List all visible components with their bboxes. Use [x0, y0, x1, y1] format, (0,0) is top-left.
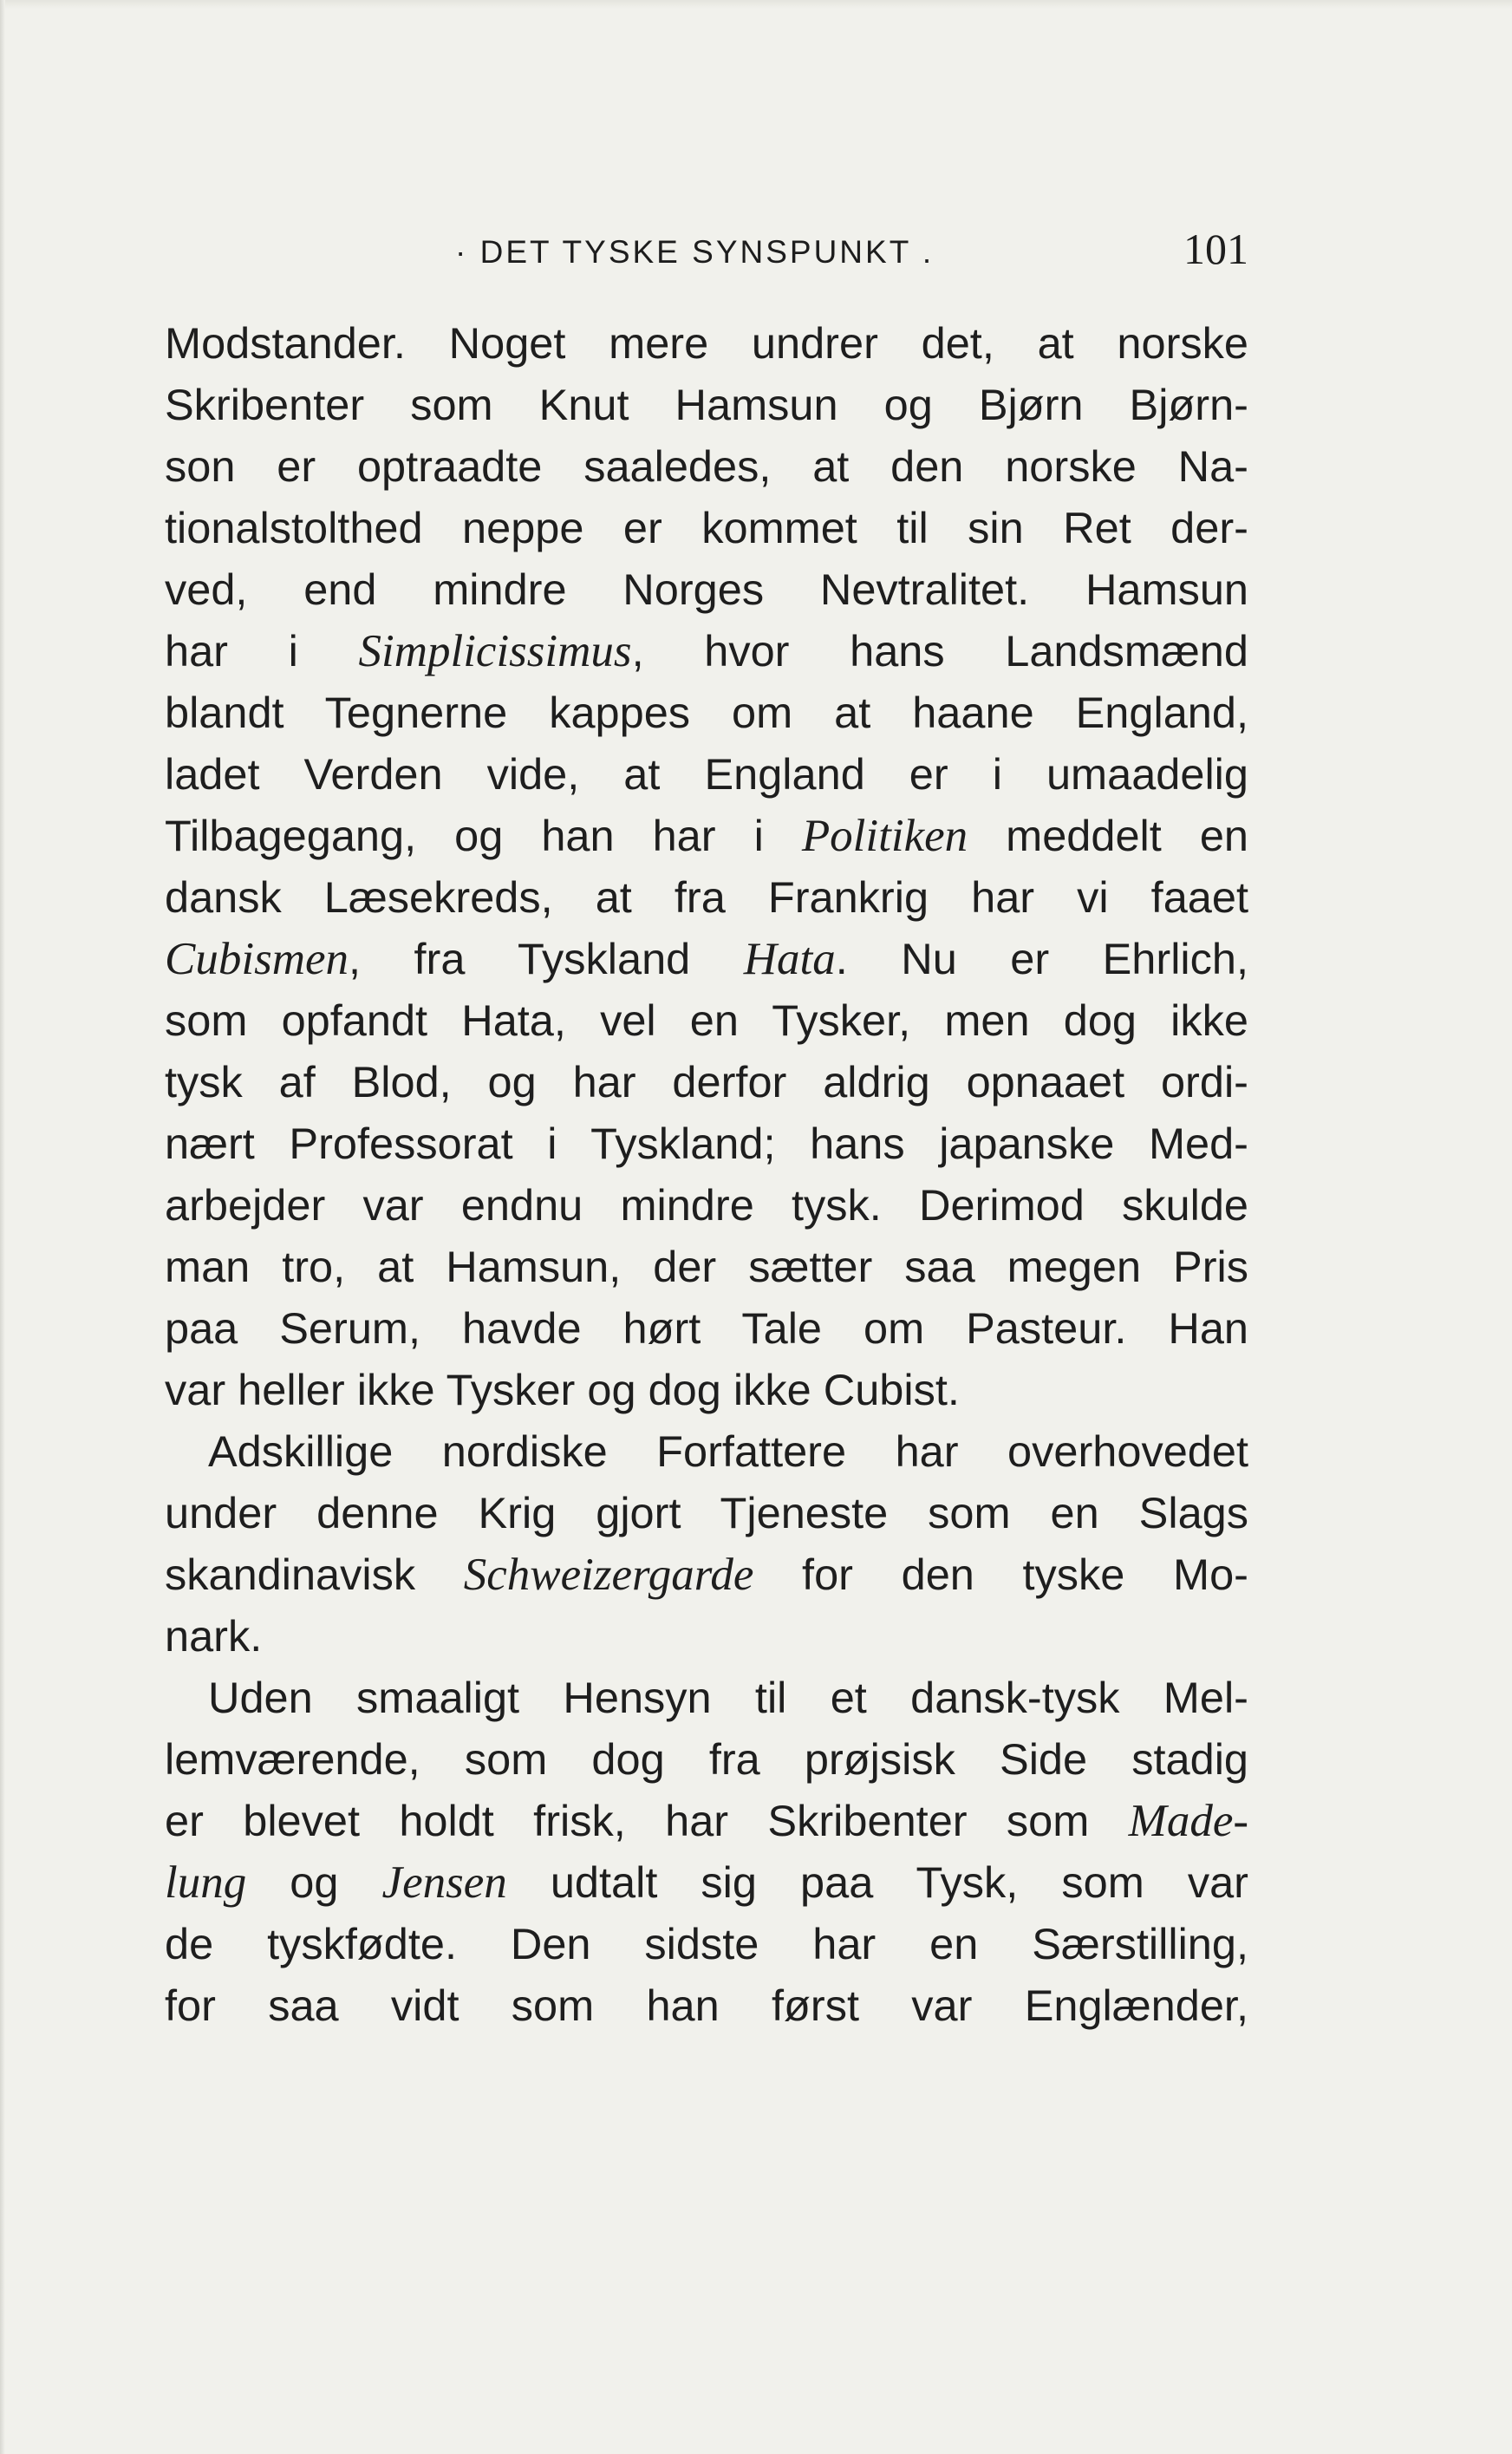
italic-name: Jensen — [381, 1857, 507, 1908]
text-line: ved, end mindre Norges Nevtralitet. Hamsun — [165, 565, 1248, 614]
page-left-edge — [0, 0, 5, 2454]
page-number: 101 — [1183, 225, 1248, 273]
text-line: var heller ikke Tysker og dog ikke Cubist. — [165, 1365, 960, 1414]
text-line: Uden smaaligt Hensyn til et dansk-tysk Mel- — [208, 1673, 1248, 1722]
italic-title: Politiken — [801, 811, 968, 861]
text-line: under denne Krig gjort Tjeneste som en Slags — [165, 1488, 1248, 1537]
text-line: Tilbagegang, og han har i Politiken meddelt en — [165, 811, 1248, 861]
text-line: har i Simplicissimus, hvor hans Landsmænd — [165, 626, 1248, 676]
text-line: lung og Jensen udtalt sig paa Tysk, som var — [165, 1857, 1248, 1908]
italic-name: lung — [165, 1857, 247, 1908]
text-line: Adskillige nordiske Forfattere har overhovedet — [208, 1426, 1248, 1476]
text-line: som opfandt Hata, vel en Tysker, men dog ikke — [165, 995, 1248, 1045]
italic-term: Schweizergarde — [463, 1550, 754, 1600]
text-line: lemværende, som dog fra prøjsisk Side stadig — [165, 1734, 1248, 1784]
text-line: dansk Læsekreds, at fra Frankrig har vi faaet — [165, 872, 1248, 922]
text-line: nært Professorat i Tyskland; hans japanske Med- — [165, 1119, 1248, 1168]
italic-term: Hata — [743, 934, 836, 984]
italic-title: Simplicissimus — [358, 626, 632, 676]
text-line: Modstander. Noget mere undrer det, at norske — [165, 318, 1248, 368]
text-line: son er optraadte saaledes, at den norske Na- — [165, 441, 1248, 491]
page-top-edge — [0, 0, 1512, 9]
text-line: nark. — [165, 1611, 263, 1661]
text-line: paa Serum, havde hørt Tale om Pasteur. Han — [165, 1303, 1248, 1353]
text-line: man tro, at Hamsun, der sætter saa megen Pris — [165, 1242, 1248, 1291]
text-line: tysk af Blod, og har derfor aldrig opnaaet ordi- — [165, 1057, 1248, 1106]
italic-name: Made- — [1128, 1796, 1248, 1846]
text-line: er blevet holdt frisk, har Skribenter som Made- — [165, 1796, 1248, 1846]
text-line: de tyskfødte. Den sidste har en Særstilling, — [165, 1919, 1248, 1968]
italic-term: Cubismen — [165, 934, 349, 984]
text-line: tionalstolthed neppe er kommet til sin Ret der- — [165, 503, 1248, 552]
text-line: skandinavisk Schweizergarde for den tyske Mo- — [165, 1550, 1248, 1600]
text-line: blandt Tegnerne kappes om at haane England, — [165, 688, 1248, 737]
running-title: · DET TYSKE SYNSPUNKT . — [455, 234, 935, 270]
text-line: arbejder var endnu mindre tysk. Derimod skulde — [165, 1180, 1248, 1230]
text-line: Skribenter som Knut Hamsun og Bjørn Bjørn- — [165, 380, 1248, 429]
text-line: Cubismen, fra Tyskland Hata. Nu er Ehrlich, — [165, 934, 1248, 984]
text-line: ladet Verden vide, at England er i umaadelig — [165, 749, 1248, 799]
body-text — [165, 312, 1248, 2036]
page-header — [165, 224, 1248, 276]
text-line: for saa vidt som han først var Englænder, — [165, 1981, 1248, 2030]
